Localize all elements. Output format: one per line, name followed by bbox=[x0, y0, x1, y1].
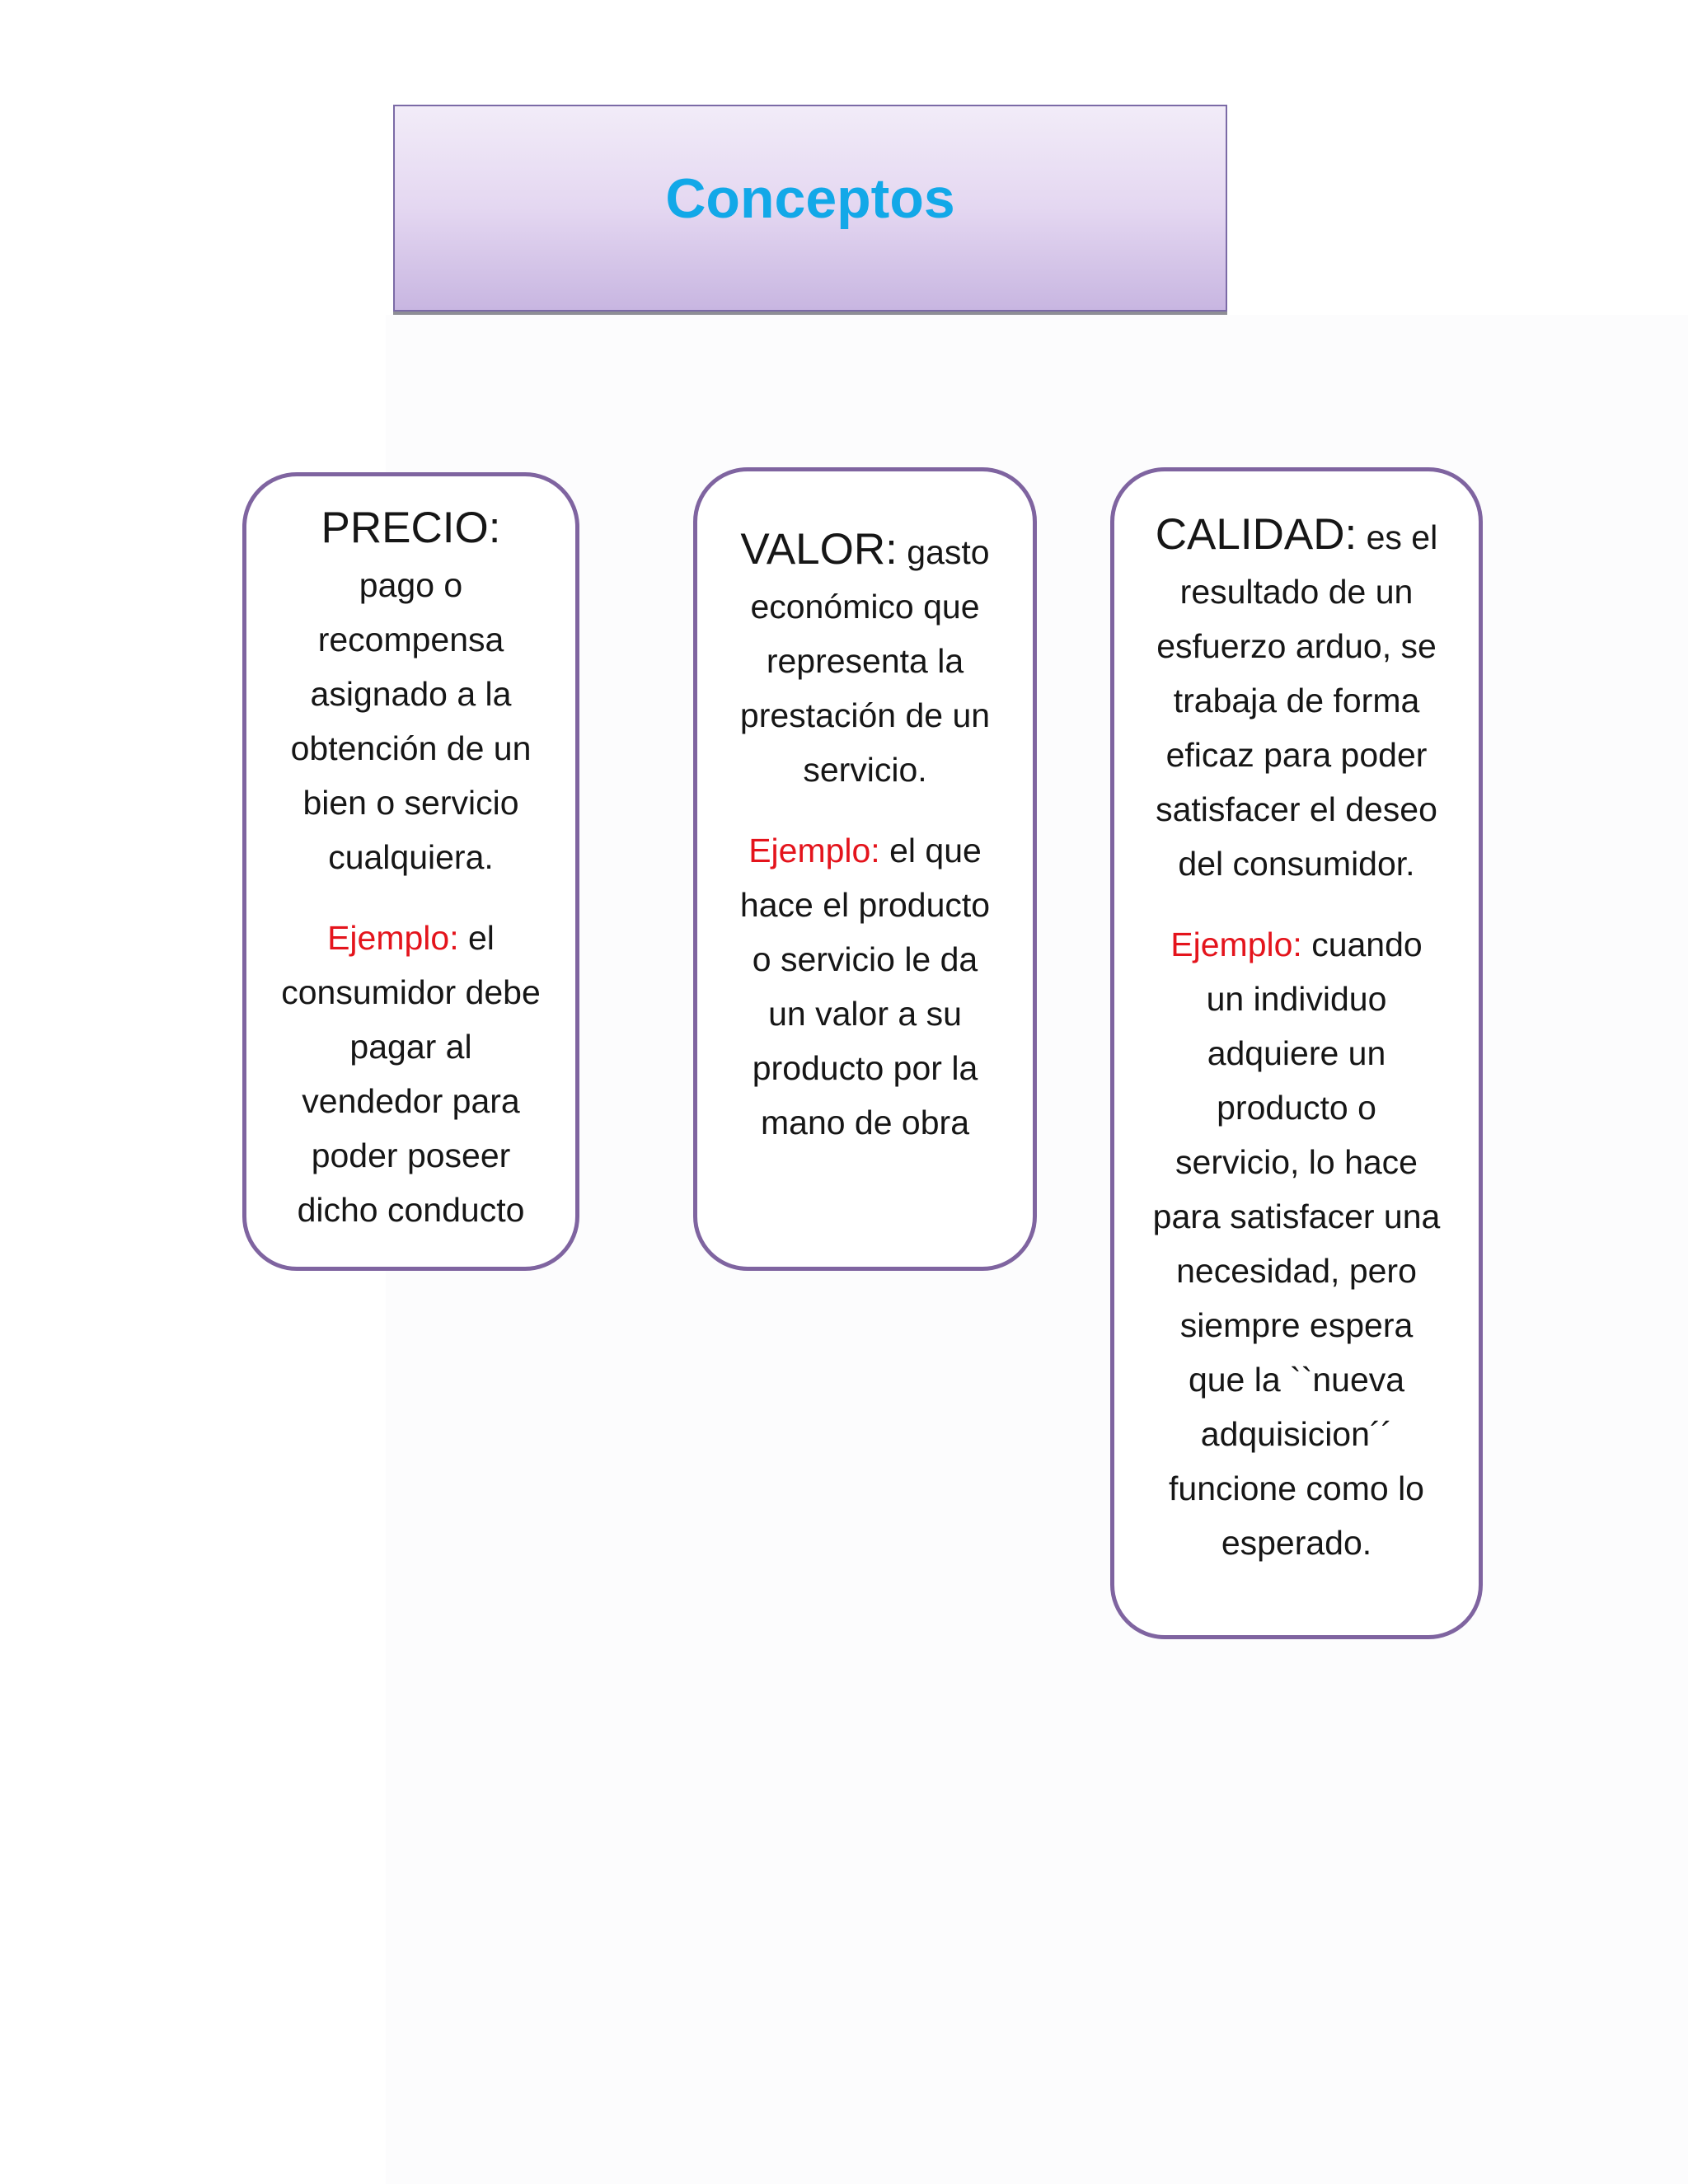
concept-definition-text: es el resultado de un esfuerzo arduo, se trabaja de forma eficaz para poder satisfacer el deseo del consumidor. bbox=[1156, 518, 1438, 883]
concept-term: CALIDAD: bbox=[1155, 510, 1357, 559]
concept-definition bbox=[730, 523, 1000, 797]
example-label: Ejemplo: bbox=[748, 832, 880, 869]
concept-term: VALOR: bbox=[740, 525, 898, 574]
example-label: Ejemplo: bbox=[327, 919, 459, 957]
concept-definition bbox=[1151, 508, 1442, 891]
concept-definition-text: pago o recompensa asignado a la obtención de un bien o servicio cualquiera. bbox=[290, 566, 532, 876]
example-label: Ejemplo: bbox=[1170, 926, 1302, 963]
concept-term: PRECIO: bbox=[321, 504, 501, 552]
concept-example bbox=[1151, 917, 1442, 1570]
example-text: el consumidor debe pagar al vendedor para poder poseer dicho conducto bbox=[281, 919, 541, 1229]
concept-card-valor bbox=[693, 467, 1037, 1271]
example-text: cuando un individuo adquiere un producto o servicio, lo hace para satisfacer una necesidad, pero siempre espera que la ``nueva adquisicion´´ funcione como lo esperado. bbox=[1152, 926, 1441, 1562]
page-title: Conceptos bbox=[665, 166, 955, 230]
concept-example bbox=[730, 823, 1000, 1150]
concept-example bbox=[281, 911, 541, 1237]
concept-definition bbox=[281, 501, 541, 884]
concept-definition-text: gasto económico que representa la prestación de un servicio. bbox=[739, 533, 991, 789]
title-box bbox=[393, 105, 1227, 312]
concept-card-calidad bbox=[1110, 467, 1483, 1639]
concept-card-precio bbox=[242, 472, 579, 1271]
example-text: el que hace el producto o servicio le da un valor a su producto por la mano de obra bbox=[739, 832, 991, 1141]
page-background bbox=[386, 315, 1688, 2184]
